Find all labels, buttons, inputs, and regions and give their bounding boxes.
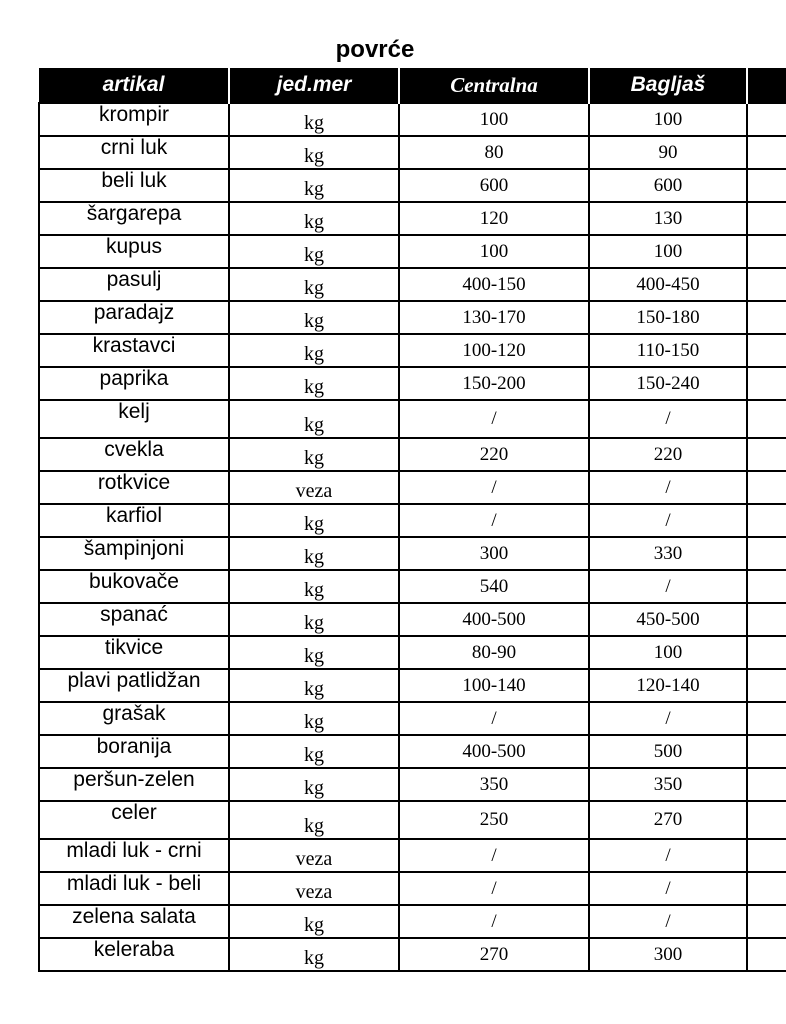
extra-cell: [747, 905, 786, 938]
price-bagljas-cell: 90: [589, 136, 747, 169]
item-name-cell: crni luk: [39, 136, 229, 169]
extra-cell: [747, 367, 786, 400]
price-centralna-cell: 100: [399, 235, 589, 268]
unit-cell: kg: [229, 768, 399, 801]
page-title: povrće: [335, 36, 415, 63]
item-name-cell: boranija: [39, 735, 229, 768]
price-bagljas-cell: /: [589, 839, 747, 872]
table-row: [39, 235, 786, 268]
price-bagljas-cell: 120-140: [589, 669, 747, 702]
extra-cell: [747, 702, 786, 735]
extra-cell: [747, 268, 786, 301]
table-row: [39, 905, 786, 938]
extra-cell: [747, 801, 786, 839]
item-name-cell: beli luk: [39, 169, 229, 202]
unit-cell: kg: [229, 268, 399, 301]
extra-cell: [747, 103, 786, 136]
extra-cell: [747, 537, 786, 570]
price-centralna-cell: 100: [399, 103, 589, 136]
price-bagljas-cell: 130: [589, 202, 747, 235]
extra-cell: [747, 735, 786, 768]
unit-cell: kg: [229, 801, 399, 839]
price-bagljas-cell: 150-180: [589, 301, 747, 334]
table-row: [39, 169, 786, 202]
price-centralna-cell: 120: [399, 202, 589, 235]
unit-cell: veza: [229, 872, 399, 905]
price-bagljas-cell: 270: [589, 801, 747, 839]
price-centralna-cell: 600: [399, 169, 589, 202]
extra-cell: [747, 235, 786, 268]
price-centralna-cell: /: [399, 839, 589, 872]
price-centralna-cell: 250: [399, 801, 589, 839]
price-centralna-cell: 100-120: [399, 334, 589, 367]
table-row: [39, 367, 786, 400]
item-name-cell: keleraba: [39, 938, 229, 971]
unit-cell: kg: [229, 905, 399, 938]
price-centralna-cell: 540: [399, 570, 589, 603]
unit-cell: kg: [229, 735, 399, 768]
price-centralna-cell: 150-200: [399, 367, 589, 400]
item-name-cell: kupus: [39, 235, 229, 268]
unit-cell: kg: [229, 367, 399, 400]
item-name-cell: spanać: [39, 603, 229, 636]
table-row: [39, 839, 786, 872]
table-row: [39, 636, 786, 669]
table-row: [39, 872, 786, 905]
extra-cell: [747, 169, 786, 202]
table-header-row: [39, 68, 786, 103]
price-centralna-cell: 270: [399, 938, 589, 971]
item-name-cell: šargarepa: [39, 202, 229, 235]
extra-cell: [747, 570, 786, 603]
extra-cell: [747, 334, 786, 367]
extra-cell: [747, 504, 786, 537]
unit-cell: kg: [229, 702, 399, 735]
table-row: [39, 471, 786, 504]
price-centralna-cell: /: [399, 400, 589, 438]
unit-cell: kg: [229, 103, 399, 136]
extra-cell: [747, 136, 786, 169]
extra-cell: [747, 636, 786, 669]
extra-cell: [747, 301, 786, 334]
unit-cell: kg: [229, 400, 399, 438]
unit-cell: kg: [229, 537, 399, 570]
item-name-cell: peršun-zelen: [39, 768, 229, 801]
extra-cell: [747, 471, 786, 504]
extra-cell: [747, 768, 786, 801]
item-name-cell: karfiol: [39, 504, 229, 537]
unit-cell: kg: [229, 136, 399, 169]
price-centralna-cell: 400-150: [399, 268, 589, 301]
table-row: [39, 938, 786, 971]
price-bagljas-cell: 600: [589, 169, 747, 202]
item-name-cell: plavi patlidžan: [39, 669, 229, 702]
table-row: [39, 735, 786, 768]
extra-cell: [747, 669, 786, 702]
price-bagljas-cell: 100: [589, 103, 747, 136]
table-row: [39, 603, 786, 636]
price-bagljas-cell: 110-150: [589, 334, 747, 367]
table-row: [39, 570, 786, 603]
header-centralna: Centralna: [399, 68, 589, 103]
unit-cell: veza: [229, 839, 399, 872]
price-bagljas-cell: /: [589, 471, 747, 504]
table-body: [39, 103, 786, 971]
price-centralna-cell: 220: [399, 438, 589, 471]
table-row: [39, 400, 786, 438]
price-bagljas-cell: /: [589, 400, 747, 438]
table-row: [39, 136, 786, 169]
item-name-cell: paradajz: [39, 301, 229, 334]
item-name-cell: šampinjoni: [39, 537, 229, 570]
price-centralna-cell: 350: [399, 768, 589, 801]
price-bagljas-cell: 300: [589, 938, 747, 971]
price-centralna-cell: 100-140: [399, 669, 589, 702]
price-centralna-cell: 300: [399, 537, 589, 570]
price-table: [38, 68, 786, 972]
unit-cell: kg: [229, 669, 399, 702]
price-bagljas-cell: 330: [589, 537, 747, 570]
unit-cell: kg: [229, 438, 399, 471]
table-row: [39, 301, 786, 334]
price-bagljas-cell: 400-450: [589, 268, 747, 301]
table-row: [39, 702, 786, 735]
price-bagljas-cell: 500: [589, 735, 747, 768]
price-bagljas-cell: /: [589, 504, 747, 537]
price-bagljas-cell: 220: [589, 438, 747, 471]
table-row: [39, 504, 786, 537]
price-centralna-cell: /: [399, 872, 589, 905]
unit-cell: veza: [229, 471, 399, 504]
price-centralna-cell: /: [399, 905, 589, 938]
unit-cell: kg: [229, 938, 399, 971]
table-row: [39, 768, 786, 801]
unit-cell: kg: [229, 636, 399, 669]
header-jed-mer: jed.mer: [229, 68, 399, 103]
unit-cell: kg: [229, 235, 399, 268]
item-name-cell: krompir: [39, 103, 229, 136]
price-centralna-cell: 400-500: [399, 603, 589, 636]
item-name-cell: kelj: [39, 400, 229, 438]
price-centralna-cell: 80-90: [399, 636, 589, 669]
unit-cell: kg: [229, 603, 399, 636]
price-centralna-cell: 80: [399, 136, 589, 169]
price-centralna-cell: /: [399, 504, 589, 537]
unit-cell: kg: [229, 570, 399, 603]
price-bagljas-cell: /: [589, 702, 747, 735]
unit-cell: kg: [229, 169, 399, 202]
table-row: [39, 669, 786, 702]
price-centralna-cell: 400-500: [399, 735, 589, 768]
table-row: [39, 438, 786, 471]
extra-cell: [747, 202, 786, 235]
table-row: [39, 801, 786, 839]
header-bagljas: Bagljaš: [589, 68, 747, 103]
item-name-cell: celer: [39, 801, 229, 839]
price-bagljas-cell: 150-240: [589, 367, 747, 400]
price-bagljas-cell: /: [589, 570, 747, 603]
extra-cell: [747, 400, 786, 438]
item-name-cell: grašak: [39, 702, 229, 735]
extra-cell: [747, 839, 786, 872]
item-name-cell: bukovače: [39, 570, 229, 603]
price-centralna-cell: /: [399, 702, 589, 735]
unit-cell: kg: [229, 202, 399, 235]
item-name-cell: mladi luk - crni: [39, 839, 229, 872]
price-bagljas-cell: 450-500: [589, 603, 747, 636]
item-name-cell: cvekla: [39, 438, 229, 471]
item-name-cell: paprika: [39, 367, 229, 400]
price-bagljas-cell: /: [589, 872, 747, 905]
extra-cell: [747, 603, 786, 636]
price-centralna-cell: /: [399, 471, 589, 504]
price-centralna-cell: 130-170: [399, 301, 589, 334]
price-bagljas-cell: 350: [589, 768, 747, 801]
unit-cell: kg: [229, 334, 399, 367]
item-name-cell: zelena salata: [39, 905, 229, 938]
item-name-cell: mladi luk - beli: [39, 872, 229, 905]
extra-cell: [747, 438, 786, 471]
unit-cell: kg: [229, 301, 399, 334]
price-bagljas-cell: 100: [589, 636, 747, 669]
item-name-cell: pasulj: [39, 268, 229, 301]
item-name-cell: tikvice: [39, 636, 229, 669]
table-row: [39, 537, 786, 570]
table-row: [39, 202, 786, 235]
header-artikal: artikal: [39, 68, 229, 103]
table-row: [39, 334, 786, 367]
extra-cell: [747, 938, 786, 971]
table-row: [39, 103, 786, 136]
unit-cell: kg: [229, 504, 399, 537]
table-row: [39, 268, 786, 301]
item-name-cell: rotkvice: [39, 471, 229, 504]
item-name-cell: krastavci: [39, 334, 229, 367]
price-bagljas-cell: 100: [589, 235, 747, 268]
header-extra: [747, 68, 786, 103]
price-bagljas-cell: /: [589, 905, 747, 938]
extra-cell: [747, 872, 786, 905]
